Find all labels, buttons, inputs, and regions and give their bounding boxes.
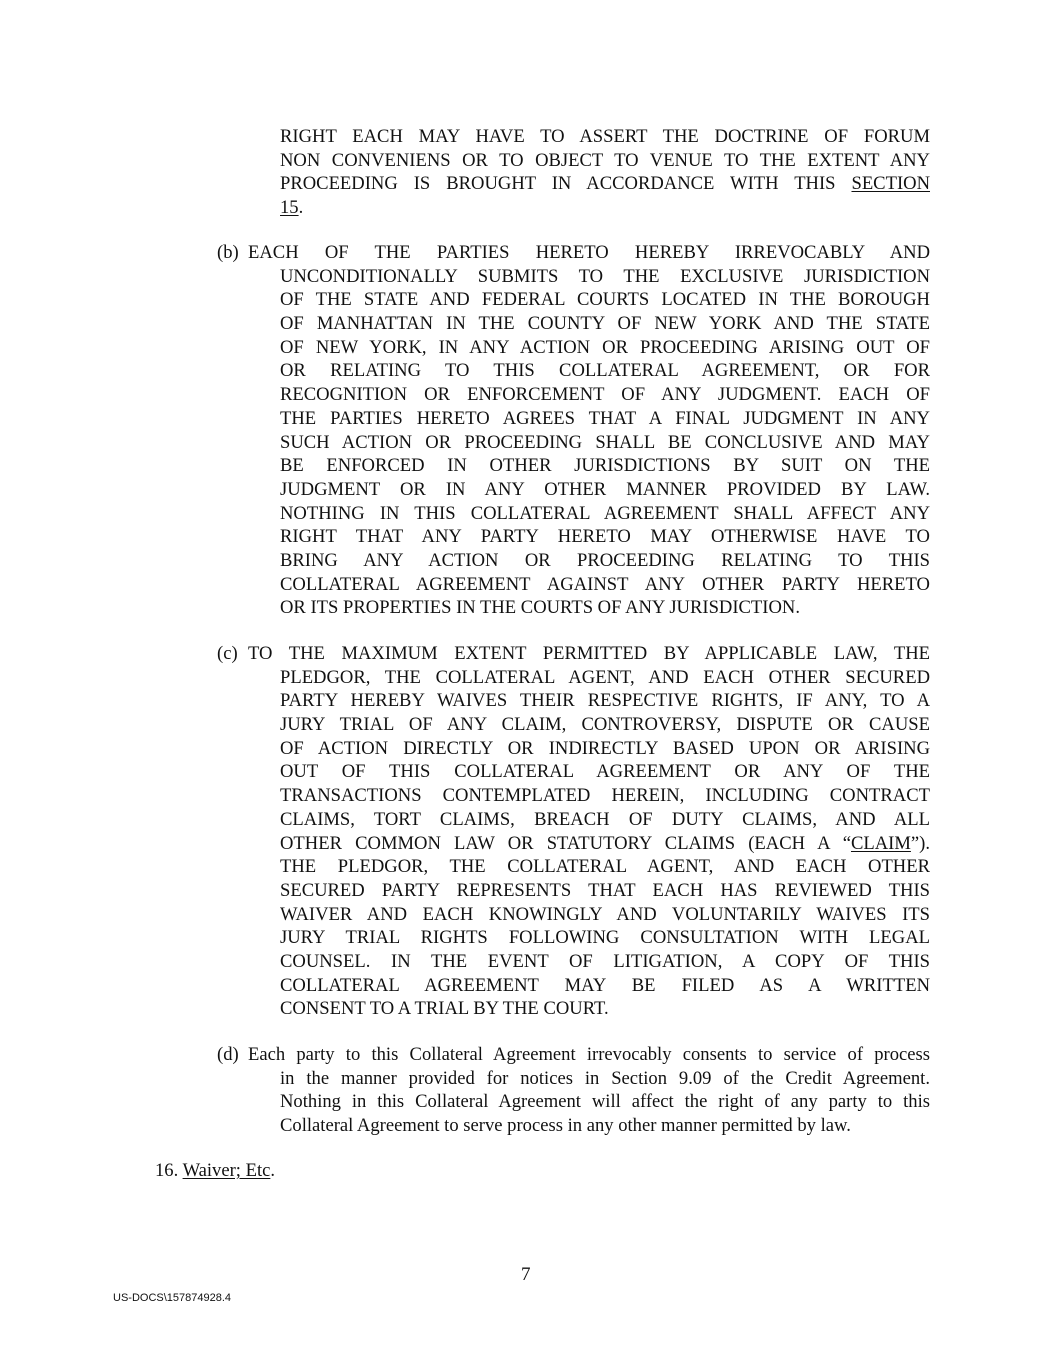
text-segment: TO THE MAXIMUM EXTENT PERMITTED BY APPLICABLE LAW, THE [248, 643, 930, 664]
defined-term-reference: 15 [280, 197, 299, 219]
text-segment: SECURED PARTY REPRESENTS THAT EACH HAS REVIEWED THIS [280, 879, 930, 901]
text-segment: EACH OF THE PARTIES HERETO HEREBY IRREVOCABLY AND [248, 242, 930, 263]
text-line [280, 407, 930, 431]
defined-term-reference: SECTION [851, 173, 930, 195]
text-line [248, 642, 930, 666]
text-line [280, 172, 930, 196]
text-line [280, 454, 930, 478]
text-segment: . [298, 197, 304, 219]
text-segment: NON CONVENIENS OR TO OBJECT TO VENUE TO THE EXTENT ANY [280, 149, 930, 171]
text-segment: OUT OF THIS COLLATERAL AGREEMENT OR ANY OF THE [280, 761, 930, 783]
text-segment: in the manner provided for notices in Section 9.09 of the Credit Agreement. [280, 1067, 930, 1089]
clause-label: (c) [217, 643, 238, 664]
text-segment: TRANSACTIONS CONTEMPLATED HEREIN, INCLUDING CONTRACT [280, 785, 930, 807]
text-segment: PARTY HEREBY WAIVES THEIR RESPECTIVE RIGHTS, IF ANY, TO A [280, 690, 930, 712]
text-line [280, 502, 930, 526]
text-line [280, 974, 930, 998]
text-line [280, 666, 930, 690]
text-segment: COUNSEL. IN THE EVENT OF LITIGATION, A COPY OF THIS [280, 950, 930, 972]
text-line [280, 1067, 930, 1091]
text-segment: RIGHT EACH MAY HAVE TO ASSERT THE DOCTRINE OF FORUM [280, 126, 930, 147]
text-segment: SUCH ACTION OR PROCEEDING SHALL BE CONCLUSIVE AND MAY [280, 431, 930, 453]
clause-label: (b) [217, 242, 239, 263]
text-line [280, 997, 930, 1021]
text-segment: OF MANHATTAN IN THE COUNTY OF NEW YORK AND THE STATE [280, 313, 930, 335]
text-line [280, 336, 930, 360]
text-line [280, 784, 930, 808]
text-line [280, 855, 930, 879]
text-segment: PROCEEDING IS BROUGHT IN ACCORDANCE WITH THIS [280, 173, 852, 195]
text-line [280, 1090, 930, 1114]
section-16-heading [155, 1160, 275, 1182]
text-line [280, 573, 930, 597]
clause-continued [280, 125, 930, 220]
text-line [280, 525, 930, 549]
text-segment: OR RELATING TO THIS COLLATERAL AGREEMENT, OR FOR [280, 360, 930, 382]
text-segment: Collateral Agreement to serve process in any other manner permitted by law. [280, 1115, 851, 1137]
text-segment: CONSENT TO A TRIAL BY THE COURT. [280, 998, 609, 1020]
section-number: 16. [155, 1160, 179, 1181]
text-segment: RECOGNITION OR ENFORCEMENT OF ANY JUDGMENT. EACH OF [280, 384, 930, 406]
text-line [280, 431, 930, 455]
text-segment: COLLATERAL AGREEMENT AGAINST ANY OTHER PARTY HERETO [280, 573, 930, 595]
text-line [280, 903, 930, 927]
text-segment: THE PARTIES HERETO AGREES THAT A FINAL JUDGMENT IN ANY [280, 407, 930, 429]
text-segment: RIGHT THAT ANY PARTY HERETO MAY OTHERWISE HAVE TO [280, 526, 930, 548]
text-segment: OF ACTION DIRECTLY OR INDIRECTLY BASED UPON OR ARISING [280, 737, 930, 759]
text-line [280, 737, 930, 761]
text-segment: OTHER COMMON LAW OR STATUTORY CLAIMS (EACH A “ [280, 832, 851, 854]
text-segment: BE ENFORCED IN OTHER JURISDICTIONS BY SUIT ON THE [280, 455, 930, 477]
text-line [280, 383, 930, 407]
text-segment: Nothing in this Collateral Agreement will affect the right of any party to this [280, 1091, 930, 1113]
defined-term-reference: CLAIM [850, 832, 911, 854]
text-segment: OF NEW YORK, IN ANY ACTION OR PROCEEDING ARISING OUT OF [280, 336, 930, 358]
text-line [280, 950, 930, 974]
text-segment: JUDGMENT OR IN ANY OTHER MANNER PROVIDED BY LAW. [280, 478, 930, 500]
text-line [280, 125, 930, 149]
text-line [280, 689, 930, 713]
text-segment: COLLATERAL AGREEMENT MAY BE FILED AS A WRITTEN [280, 974, 930, 996]
text-line [280, 1114, 930, 1138]
clause-c [217, 642, 930, 1021]
text-segment: UNCONDITIONALLY SUBMITS TO THE EXCLUSIVE JURISDICTION [280, 265, 930, 287]
clause-b [217, 241, 930, 620]
text-segment: BRING ANY ACTION OR PROCEEDING RELATING TO THIS [280, 549, 930, 571]
text-segment: NOTHING IN THIS COLLATERAL AGREEMENT SHALL AFFECT ANY [280, 502, 930, 524]
text-line [280, 926, 930, 950]
text-line [248, 241, 930, 265]
section-title-period: . [270, 1160, 276, 1181]
text-line [280, 288, 930, 312]
text-line [280, 832, 930, 856]
text-line [280, 359, 930, 383]
text-segment: OF THE STATE AND FEDERAL COURTS LOCATED IN THE BOROUGH [280, 289, 930, 311]
text-segment: WAIVER AND EACH KNOWINGLY AND VOLUNTARILY WAIVES ITS [280, 903, 930, 925]
text-line [280, 808, 930, 832]
text-line [280, 196, 930, 220]
text-line [280, 149, 930, 173]
page-number: 7 [521, 1264, 531, 1285]
text-line [280, 265, 930, 289]
text-segment: CLAIMS, TORT CLAIMS, BREACH OF DUTY CLAIMS, AND ALL [280, 808, 930, 830]
text-line [280, 478, 930, 502]
footer-document-id: US-DOCS\157874928.4 [113, 1292, 232, 1304]
section-title: Waiver; Etc [182, 1160, 271, 1181]
text-segment: ”). [910, 832, 930, 854]
text-line [280, 549, 930, 573]
clause-d [217, 1043, 930, 1138]
text-line [280, 760, 930, 784]
text-segment: JURY TRIAL RIGHTS FOLLOWING CONSULTATION WITH LEGAL [280, 927, 930, 949]
text-line [280, 596, 930, 620]
text-segment: OR ITS PROPERTIES IN THE COURTS OF ANY JURISDICTION. [280, 597, 800, 619]
text-line [280, 713, 930, 737]
text-line [280, 312, 930, 336]
text-segment: PLEDGOR, THE COLLATERAL AGENT, AND EACH OTHER SECURED [280, 666, 930, 688]
text-segment: JURY TRIAL OF ANY CLAIM, CONTROVERSY, DISPUTE OR CAUSE [280, 714, 930, 736]
clause-label: (d) [217, 1044, 239, 1065]
text-segment: THE PLEDGOR, THE COLLATERAL AGENT, AND EACH OTHER [280, 856, 930, 878]
text-line [280, 879, 930, 903]
text-line [248, 1043, 930, 1067]
text-segment: Each party to this Collateral Agreement irrevocably consents to service of process [248, 1044, 930, 1065]
